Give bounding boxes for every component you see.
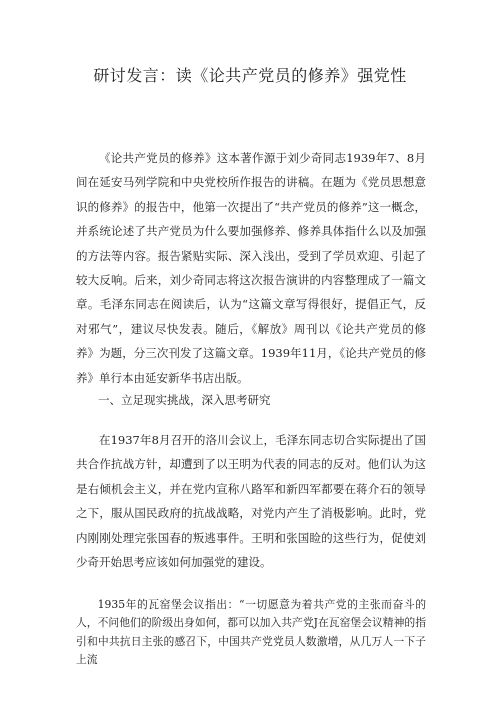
paragraph-luochuan: 在1937年8月召开的洛川会议上，毛泽东同志切合实际提出了国共合作抗战方针，却遭到了以王明为代表的同志的反对。他们认为这是右倾机会主义，并在党内宣称八路军和新四军都要在蒋介石的领导之下，服从国民政府的抗战战略，对党内产生了消极影响。此时，党内刚刚处理完张国春的叛逃事件。王明和张国睑的这些行为，促使刘少奇开始思考应该如何加强党的建设。: [76, 433, 426, 570]
paragraph-wayaobao: 1935年的瓦窑堡会议指出：“一切愿意为着共产党的主张而奋斗的人，不问他们的阶级出身如何，都可以加入共产党J在瓦窑堡会议精神的指引和中共抗日主张的感召下，中国共产党党员人数激增，从几万人一下子上流: [76, 598, 426, 666]
section-heading: 一、立足现实挑战，深入思考研究: [98, 393, 271, 407]
paragraph-intro: 《论共产党员的修养》这本著作源于刘少奇同志1939年7、8月间在延安马列学院和中央党校所作报告的讲稿。在题为《党员思想意识的修养》的报告中，他第一次提出了“共产党员的修养”这一概念，并系统论述了共产党员为什么要加强修养、修养具体指什么以及加强的方法等内容。报告紧贴实际、深入浅出，受到了学员欢迎、引起了较大反响。后来，刘少奇同志将这次报告演讲的内容整理成了一篇文章。毛泽东同志在阅读后，认为“这篇文章写得很好，提倡正气，反对邪气”，建议尽快发表。随后，《解放》周刊以《论共产党员的修养》为题，分三次刊发了这篇文章。1939年11月，《论共产党员的修养》单行本由延安新华书店出版。: [76, 151, 426, 385]
document-title: 研讨发言：读《论共产党员的修养》强党性: [93, 66, 407, 85]
